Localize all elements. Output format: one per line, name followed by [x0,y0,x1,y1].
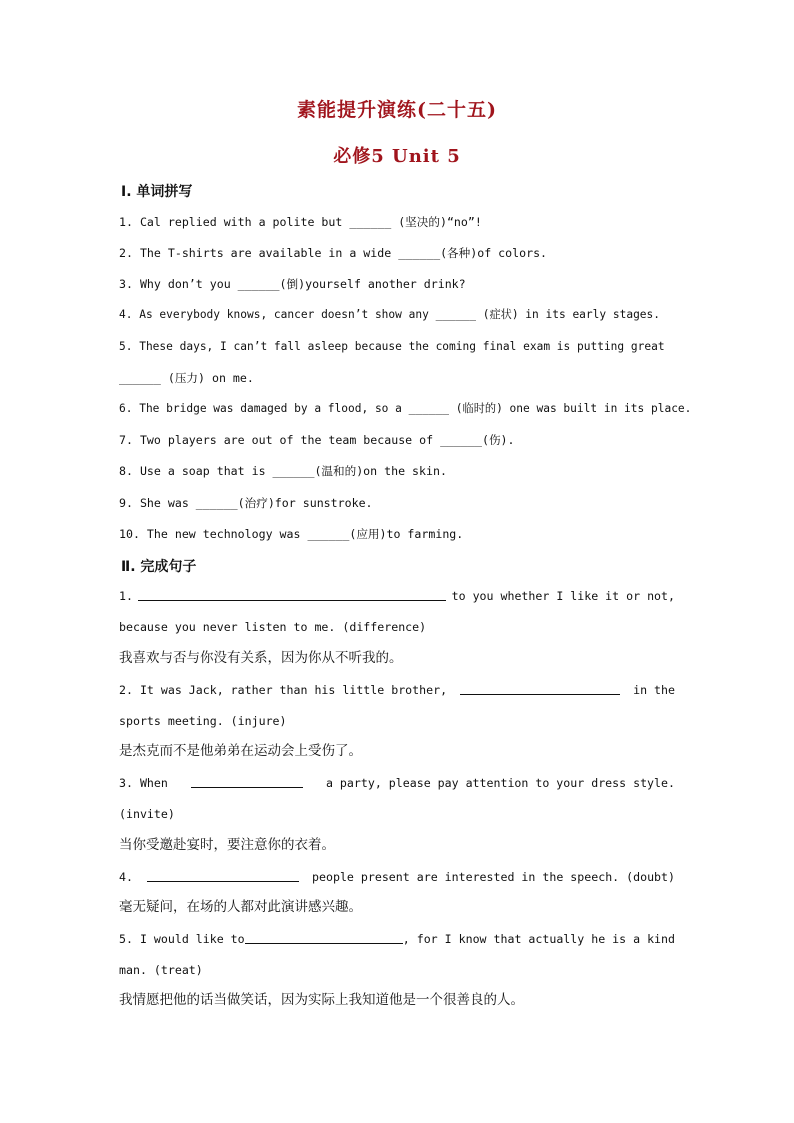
q2-answer-blank[interactable] [460,682,620,695]
sentence-q1-line2: because you never listen to me. (difference) [119,620,427,634]
sentence-q4-line1 [119,869,675,885]
spelling-item: 1. Cal replied with a polite but ______ (坚决的)“no”! [119,215,482,229]
q2-text-before: 2. It was Jack, rather than his little brother, [119,683,448,697]
spelling-item: 10. The new technology was ______(应用)to farming. [119,527,464,541]
spelling-item: 7. Two players are out of the team because of ______(伤). [119,433,515,447]
q5-text-before: 5. I would like to [119,932,245,946]
q3-answer-blank[interactable] [191,775,303,788]
spelling-item: 3. Why don’t you ______(倒)yourself another drink? [119,277,466,291]
spelling-item: 8. Use a soap that is ______(温和的)on the skin. [119,464,447,478]
sentence-q3-line1 [119,775,675,791]
section-heading-spelling: Ⅰ. 单词拼写 [121,184,193,200]
sentence-q5-translation: 我情愿把他的话当做笑话，因为实际上我知道他是一个很善良的人。 [119,992,524,1008]
q5-text-after: , for I know that actually he is a kind [402,932,675,946]
sentence-q1-line1 [119,588,675,604]
sentence-q4-translation: 毫无疑问，在场的人都对此演讲感兴趣。 [119,899,362,915]
page-subtitle: 必修5 Unit 5 [333,146,461,167]
sentence-q1-translation: 我喜欢与否与你没有关系，因为你从不听我的。 [119,650,403,666]
sentence-q5-line2: man. (treat) [119,963,203,977]
q3-text-after: a party, please pay attention to your dress style. [325,776,675,790]
spelling-item-continued: ______ (压力) on me. [119,371,254,385]
q2-text-after: in the [633,683,675,697]
sentence-q2-line1 [119,682,675,698]
spelling-item: 4. As everybody knows, cancer doesn’t show any ______ (症状) in its early stages. [119,308,661,321]
q4-answer-blank[interactable] [147,869,299,882]
q1-number: 1. [119,589,133,603]
sentence-q2-line2: sports meeting. (injure) [119,714,287,728]
q1-text-after: to you whether I like it or not, [451,589,675,603]
spelling-item: 5. These days, I can’t fall asleep because the coming final exam is putting great [119,340,665,353]
spelling-item: 6. The bridge was damaged by a flood, so a ______ (临时的) one was built in its place. [119,402,692,415]
sentence-q2-translation: 是杰克而不是他弟弟在运动会上受伤了。 [119,743,362,759]
q1-answer-blank[interactable] [138,588,446,601]
q4-number: 4. [119,870,133,884]
q4-text-after: people present are interested in the speech. (doubt) [312,870,675,884]
spelling-item: 9. She was ______(治疗)for sunstroke. [119,496,373,510]
spelling-item: 2. The T-shirts are available in a wide ______(各种)of colors. [119,246,548,260]
q5-answer-blank[interactable] [245,931,403,944]
q3-text-before: 3. When [119,776,168,790]
sentence-q3-translation: 当你受邀赴宴时，要注意你的衣着。 [119,837,335,853]
section-heading-sentences: Ⅱ. 完成句子 [121,559,197,575]
sentence-q3-line2: (invite) [119,807,175,821]
page-title: 素能提升演练(二十五) [297,99,497,121]
sentence-q5-line1 [119,931,675,947]
